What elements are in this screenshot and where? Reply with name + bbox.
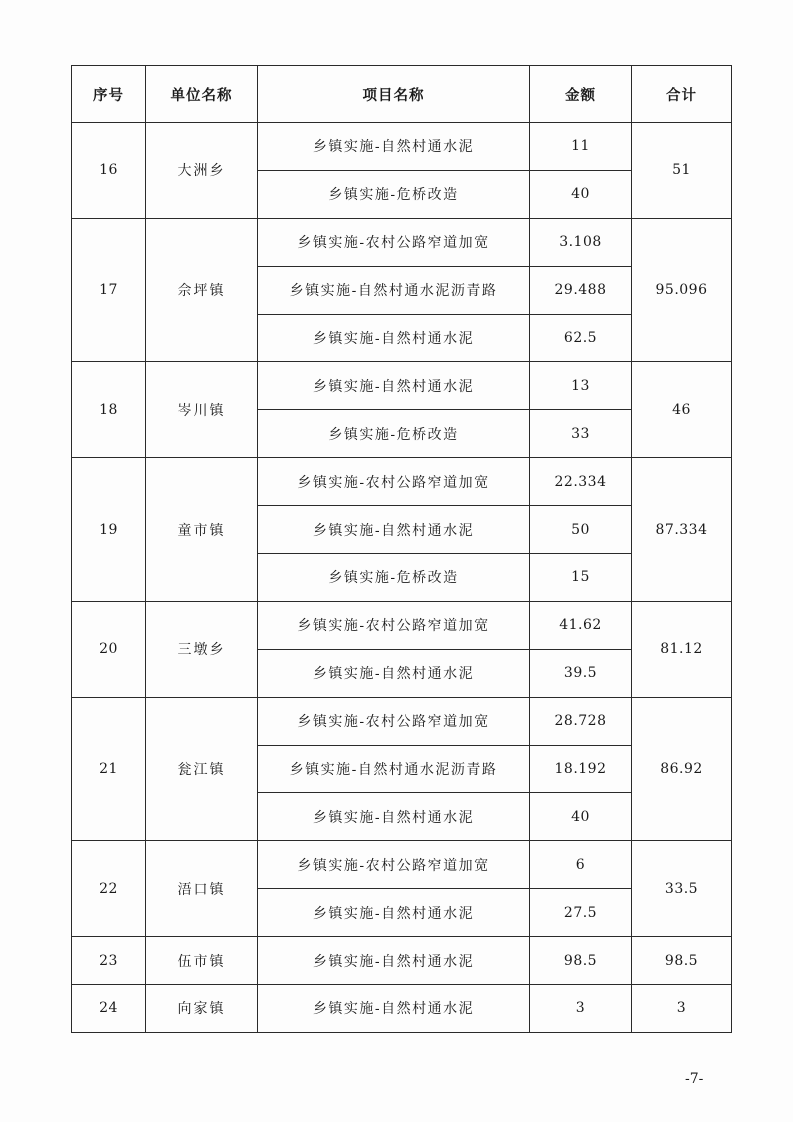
cell-total: 95.096 bbox=[632, 218, 732, 362]
cell-project: 乡镇实施-自然村通水泥沥青路 bbox=[258, 266, 530, 314]
cell-unit: 岑川镇 bbox=[146, 362, 258, 458]
cell-index: 23 bbox=[72, 937, 146, 985]
cell-project: 乡镇实施-农村公路窄道加宽 bbox=[258, 697, 530, 745]
cell-total: 46 bbox=[632, 362, 732, 458]
page-number: -7- bbox=[685, 1071, 704, 1087]
cell-index: 19 bbox=[72, 458, 146, 602]
table-row bbox=[72, 458, 732, 506]
cell-amount: 40 bbox=[530, 170, 632, 218]
cell-index: 16 bbox=[72, 123, 146, 219]
cell-amount: 50 bbox=[530, 506, 632, 554]
cell-amount: 27.5 bbox=[530, 889, 632, 937]
cell-total: 81.12 bbox=[632, 601, 732, 697]
cell-amount: 13 bbox=[530, 362, 632, 410]
cell-amount: 6 bbox=[530, 841, 632, 889]
table-row bbox=[72, 985, 732, 1033]
cell-index: 22 bbox=[72, 841, 146, 937]
cell-project: 乡镇实施-农村公路窄道加宽 bbox=[258, 841, 530, 889]
cell-index: 17 bbox=[72, 218, 146, 362]
table-container bbox=[71, 65, 731, 1033]
cell-unit: 伍市镇 bbox=[146, 937, 258, 985]
cell-amount: 29.488 bbox=[530, 266, 632, 314]
cell-unit: 瓮江镇 bbox=[146, 697, 258, 841]
cell-amount: 39.5 bbox=[530, 649, 632, 697]
cell-unit: 浯口镇 bbox=[146, 841, 258, 937]
cell-project: 乡镇实施-危桥改造 bbox=[258, 410, 530, 458]
cell-total: 3 bbox=[632, 985, 732, 1033]
cell-project: 乡镇实施-自然村通水泥 bbox=[258, 649, 530, 697]
cell-unit: 大洲乡 bbox=[146, 123, 258, 219]
table-row bbox=[72, 937, 732, 985]
cell-amount: 98.5 bbox=[530, 937, 632, 985]
cell-amount: 41.62 bbox=[530, 601, 632, 649]
cell-project: 乡镇实施-危桥改造 bbox=[258, 170, 530, 218]
cell-total: 98.5 bbox=[632, 937, 732, 985]
table-row bbox=[72, 601, 732, 649]
cell-project: 乡镇实施-农村公路窄道加宽 bbox=[258, 601, 530, 649]
cell-project: 乡镇实施-自然村通水泥 bbox=[258, 889, 530, 937]
cell-index: 18 bbox=[72, 362, 146, 458]
cell-unit: 童市镇 bbox=[146, 458, 258, 602]
cell-index: 24 bbox=[72, 985, 146, 1033]
table-row bbox=[72, 362, 732, 410]
header-unit: 单位名称 bbox=[146, 66, 258, 123]
cell-project: 乡镇实施-自然村通水泥 bbox=[258, 793, 530, 841]
cell-project: 乡镇实施-农村公路窄道加宽 bbox=[258, 458, 530, 506]
cell-total: 51 bbox=[632, 123, 732, 219]
table-body bbox=[72, 123, 732, 1033]
cell-total: 87.334 bbox=[632, 458, 732, 602]
cell-unit: 三墩乡 bbox=[146, 601, 258, 697]
cell-project: 乡镇实施-自然村通水泥沥青路 bbox=[258, 745, 530, 793]
cell-amount: 33 bbox=[530, 410, 632, 458]
cell-project: 乡镇实施-自然村通水泥 bbox=[258, 314, 530, 362]
table-row bbox=[72, 218, 732, 266]
table-row bbox=[72, 841, 732, 889]
header-amount: 金额 bbox=[530, 66, 632, 123]
cell-index: 20 bbox=[72, 601, 146, 697]
cell-index: 21 bbox=[72, 697, 146, 841]
table-row bbox=[72, 123, 732, 171]
cell-amount: 62.5 bbox=[530, 314, 632, 362]
header-index: 序号 bbox=[72, 66, 146, 123]
cell-amount: 22.334 bbox=[530, 458, 632, 506]
cell-amount: 40 bbox=[530, 793, 632, 841]
cell-project: 乡镇实施-自然村通水泥 bbox=[258, 506, 530, 554]
table-row bbox=[72, 697, 732, 745]
cell-project: 乡镇实施-自然村通水泥 bbox=[258, 362, 530, 410]
cell-project: 乡镇实施-自然村通水泥 bbox=[258, 123, 530, 171]
funding-table bbox=[71, 65, 732, 1033]
cell-amount: 3.108 bbox=[530, 218, 632, 266]
cell-total: 33.5 bbox=[632, 841, 732, 937]
cell-project: 乡镇实施-农村公路窄道加宽 bbox=[258, 218, 530, 266]
table-header-row bbox=[72, 66, 732, 123]
cell-amount: 3 bbox=[530, 985, 632, 1033]
cell-unit: 佘坪镇 bbox=[146, 218, 258, 362]
cell-amount: 11 bbox=[530, 123, 632, 171]
cell-project: 乡镇实施-自然村通水泥 bbox=[258, 937, 530, 985]
header-project: 项目名称 bbox=[258, 66, 530, 123]
cell-unit: 向家镇 bbox=[146, 985, 258, 1033]
cell-project: 乡镇实施-自然村通水泥 bbox=[258, 985, 530, 1033]
cell-amount: 18.192 bbox=[530, 745, 632, 793]
cell-total: 86.92 bbox=[632, 697, 732, 841]
cell-amount: 15 bbox=[530, 554, 632, 602]
cell-project: 乡镇实施-危桥改造 bbox=[258, 554, 530, 602]
cell-amount: 28.728 bbox=[530, 697, 632, 745]
header-total: 合计 bbox=[632, 66, 732, 123]
